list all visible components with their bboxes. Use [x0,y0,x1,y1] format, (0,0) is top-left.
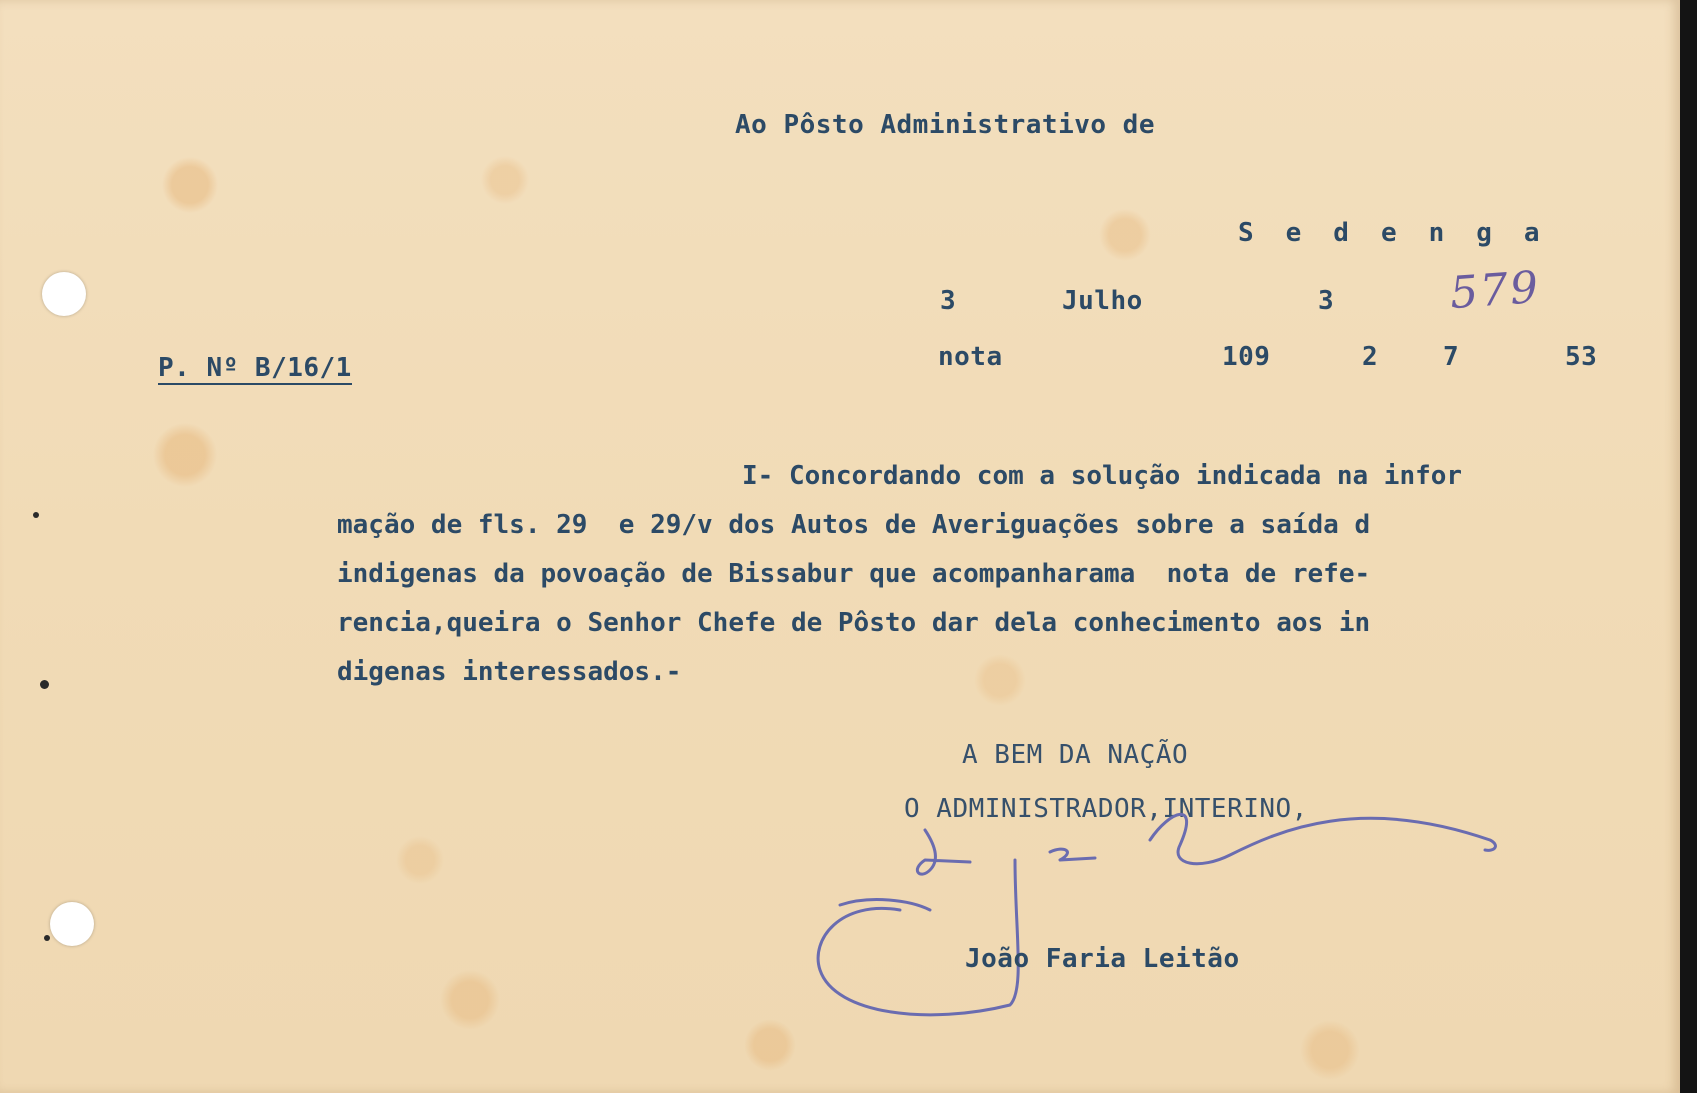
margin-dot [44,935,50,941]
date-day: 3 [940,286,957,316]
signature-stroke [917,830,970,874]
note-day: 2 [1362,342,1379,372]
signer-name: João Faria Leitão [965,944,1240,974]
margin-dot [33,512,39,518]
reference-label: P. Nº B/16/1 [158,353,352,383]
body-line: rencia,queira o Senhor Chefe de Pôsto dar dela conhecimento aos in [337,608,1371,638]
closing-salutation: A BEM DA NAÇÃO [962,740,1189,770]
body-text [337,452,1657,697]
punch-hole-bottom [50,902,94,946]
body-line: indigenas da povoação de Bissabur que acompanharama nota de refe- [337,559,1371,589]
signature-stroke [818,860,1018,1015]
note-month: 7 [1443,342,1460,372]
signature [800,800,1500,1030]
addressee-line: Ao Pôsto Administrativo de [735,110,1155,140]
body-line: digenas interessados.- [337,657,682,687]
body-line: I- Concordando com a solução indicada na infor [742,461,1463,491]
signature-stroke [1150,814,1495,863]
date-month: Julho [1062,286,1143,316]
note-number: 109 [1222,342,1271,372]
date-year-digit: 3 [1318,286,1335,316]
punch-hole-top [42,272,86,316]
closing-title: O ADMINISTRADOR,INTERINO, [904,794,1308,824]
scan-edge [1680,0,1697,1093]
note-year: 53 [1565,342,1598,372]
addressee-place: Sedenga [1238,218,1572,248]
margin-dot [40,680,49,689]
signature-stroke [1050,849,1095,860]
note-label: nota [938,342,1003,372]
body-line: mação de fls. 29 e 29/v dos Autos de Averiguações sobre a saída d [337,510,1371,540]
handwritten-number: 579 [1448,261,1542,320]
